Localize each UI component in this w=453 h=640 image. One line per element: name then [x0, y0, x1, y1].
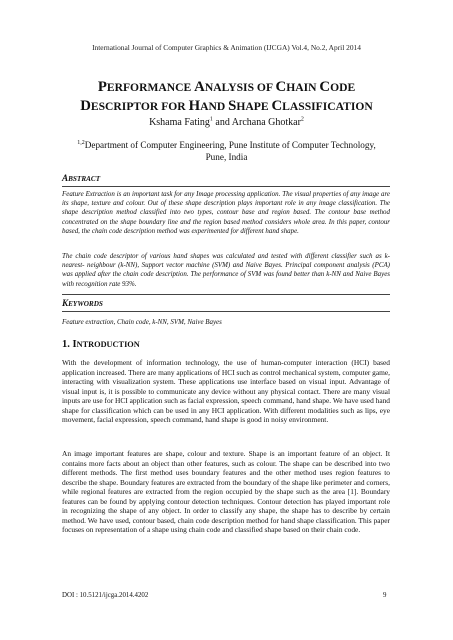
title-smallcaps: HAPE [236, 100, 272, 113]
affiliation [60, 139, 393, 163]
title-char: C [275, 79, 287, 95]
title-smallcaps: LASSIFICATION [282, 100, 373, 113]
page-number: 9 [383, 592, 387, 599]
abstract-bottom-rule [62, 294, 390, 295]
title-smallcaps: HAIN [286, 81, 320, 94]
author-name: Kshama Fating [149, 117, 210, 128]
title-char: H [188, 98, 201, 114]
title-line-2 [40, 97, 413, 116]
title-smallcaps: ESCRIPTOR FOR [90, 100, 189, 113]
keywords-heading-char: K [62, 298, 69, 308]
title-smallcaps: ERFORMANCE [106, 81, 195, 94]
author-name: and Archana Ghotkar [212, 117, 301, 128]
abstract-heading-char: A [62, 173, 69, 183]
affiliation-line-1 [60, 139, 393, 151]
abstract-heading-smallcaps: BSTRACT [68, 175, 101, 183]
author-line [0, 117, 453, 128]
introduction-paragraph-2: An image important features are shape, colour and texture. Shape is an important feature of an object. It contains more facts about an object than other features, such as colour. The shape can be described into two different methods. The first method uses boundary features and the other method uses region features to describe the shape. Boundary features are extracted from the boundary of the shape like perimeter and corners, while regional features are extracted from the region occupied by the shape such as the area [1]. Boundary features can be found by applying contour detection techniques. Contour detection has played important role in recognizing the shape of any object. In order to classify any shape, the shape has to describe by certain method. We have used, contour based, chain code description method for hand shape classification. This paper focuses on representation of a shape using chain code and classified shape based on their chain code. [62, 449, 390, 534]
introduction-paragraph-1: With the development of information technology, the use of human-computer interaction (HCI) based application increased. There are many applications of HCI such as control mechanical system, computer game, interacting with visualization system. These applications use interface based on visual input. Advantage of visual input is, it is possible to communicate any device without any physical contact. There are many visual inputs are use for HCI application such as facial expression, speech command, hand shape. We have used hand shape for classification which can be used in any HCI application. With different modalities such as lips, eye movement, facial expression, speech command, hand shape is good in noisy environment. [62, 358, 391, 424]
title-char: P [97, 79, 107, 95]
doi-footer: DOI : 10.5121/ijcga.2014.4202 [62, 592, 149, 599]
title-smallcaps: NALYSIS OF [204, 81, 276, 94]
keywords-rule [62, 311, 390, 312]
title-char: D [80, 98, 91, 114]
title-char: A [194, 79, 205, 95]
keywords-heading [62, 298, 103, 308]
title-smallcaps: ODE [330, 81, 356, 94]
title-char: C [271, 98, 283, 114]
introduction-heading-smallcaps: NTRODUCTION [76, 340, 140, 349]
title-char: S [228, 98, 237, 114]
title-smallcaps: AND [200, 100, 229, 113]
abstract-paragraph-2: The chain code descriptor of various hand shapes was calculated and tested with different classifier such as k-nearest- neighbour (k-NN), Support vector machine (SVM) and Naive Bayes. Principal component analysis (PCA) was applied after the chain code description. The performance of SVM was found better than k-NN and Naive Bayes with recognition rate 93%. [62, 252, 390, 288]
abstract-top-rule [62, 186, 390, 187]
keywords-text: Feature extraction, Chain code, k-NN, SVM, Naive Bayes [62, 318, 222, 326]
abstract-heading [62, 173, 100, 183]
journal-header: International Journal of Computer Graphics & Animation (IJCGA) Vol.4, No.2, April 2014 [92, 43, 361, 52]
affiliation-superscript: 1,2 [77, 139, 85, 146]
paper-title [40, 78, 413, 116]
title-char: C [319, 79, 331, 95]
affiliation-text: Department of Computer Engineering, Pune Institute of Computer Technology, [84, 140, 376, 150]
introduction-heading-char: 1. I [62, 339, 77, 350]
keywords-heading-smallcaps: EYWORDS [68, 300, 103, 308]
affiliation-line-2: Pune, India [205, 152, 248, 162]
introduction-heading [62, 339, 140, 350]
title-line-1 [40, 78, 413, 97]
author-superscript: 1 [209, 116, 213, 123]
author-superscript: 2 [300, 116, 304, 123]
abstract-paragraph-1: Feature Extraction is an important task for any Image processing application. The visual properties of any image are its shape, texture and colour. Out of these shape description plays important role in any image classification. The shape description method classified into two types, contour base and region based. The contour base method concentrated on the shape boundary line and the region based method considers whole area. In this paper, contour based, the chain code description method was experimented for different hand shape. [62, 190, 390, 235]
